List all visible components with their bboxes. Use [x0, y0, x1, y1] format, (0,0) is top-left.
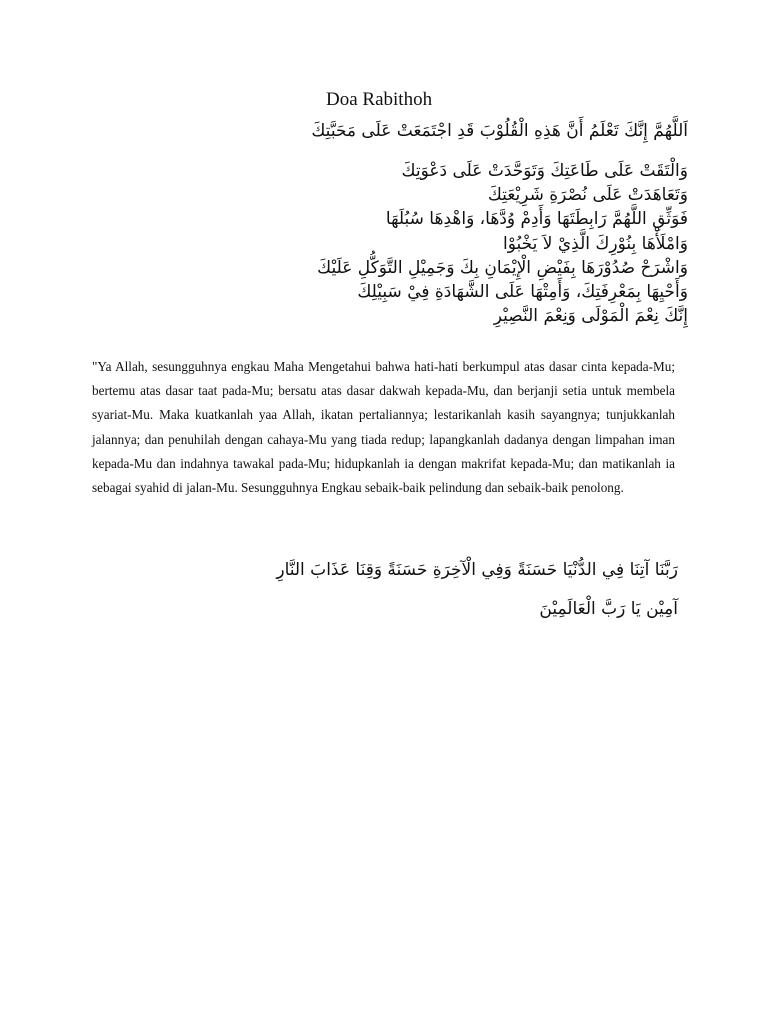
- closing-amin-line: آمِيْن يَا رَبَّ الْعَالَمِيْنَ: [539, 599, 678, 619]
- arabic-line: وَالْتَقَتْ عَلَى طَاعَتِكَ وَتَوَحَّدَتْ عَلَى دَعْوَتِكَ: [401, 161, 688, 181]
- arabic-line: وَأَحْيِهَا بِمَعْرِفَتِكَ، وَأَمِتْهَا عَلَى الشَّهَادَةِ فِيْ سَبِيْلِكَ: [357, 281, 688, 302]
- arabic-line: إِنَّكَ نِعْمَ الْمَوْلَى وَنِعْمَ النَّصِيْرِ: [493, 306, 688, 327]
- arabic-opening-line: اَللَّهُمَّ إِنَّكَ تَعْلَمُ أَنَّ هَذِهِ الْقُلُوْبَ قَدِ اجْتَمَعَتْ عَلَى مَحَبَّتِكَ: [311, 121, 688, 141]
- arabic-line: وَتَعَاهَدَتْ عَلَى نُصْرَةِ شَرِيْعَتِكَ: [487, 185, 688, 206]
- closing-dua-line: رَبَّنَا آتِنَا فِي الدُّنْيَا حَسَنَةً وَفِي الْآخِرَةِ حَسَنَةً وَقِنَا عَذَابَ النَّارِ: [276, 560, 678, 580]
- document-title: Doa Rabithoh: [326, 89, 433, 110]
- arabic-line: فَوَثِّقِ اللَّهُمَّ رَابِطَتَهَا وَأَدِمْ وُدَّهَا، وَاهْدِهَا سُبُلَهَا: [385, 209, 688, 230]
- arabic-prayer-block: [317, 159, 688, 328]
- translation-paragraph: "Ya Allah, sesungguhnya engkau Maha Mengetahui bahwa hati-hati berkumpul atas dasar cinta kepada-Mu; bertemu atas dasar taat pada-Mu; bersatu atas dasar dakwah kepada-Mu, dan berjanji setia untuk membela syariat-Mu. Maka kuatkanlah yaa Allah, ikatan pertaliannya; lestarikanlah kasih sayangnya; tunjukkanlah jalannya; dan penuhilah dengan cahaya-Mu yang tiada redup; lapangkanlah dadanya dengan limpahan iman kepada-Mu dan indahnya tawakal pada-Mu; hidupkanlah ia dengan makrifat kepada-Mu; dan matikanlah ia sebagai syahid di jalan-Mu. Sesungguhnya Engkau sebaik-baik pelindung dan sebaik-baik penolong.: [92, 359, 675, 496]
- arabic-line: وَاشْرَحْ صُدُوْرَهَا بِفَيْضِ الْإِيْمَانِ بِكَ وَجَمِيْلِ التَّوَكُّلِ عَلَيْكَ: [317, 257, 688, 278]
- arabic-line: وَامْلَأْهَا بِنُوْرِكَ الَّذِيْ لاَ يَخْبُوْا: [503, 233, 688, 254]
